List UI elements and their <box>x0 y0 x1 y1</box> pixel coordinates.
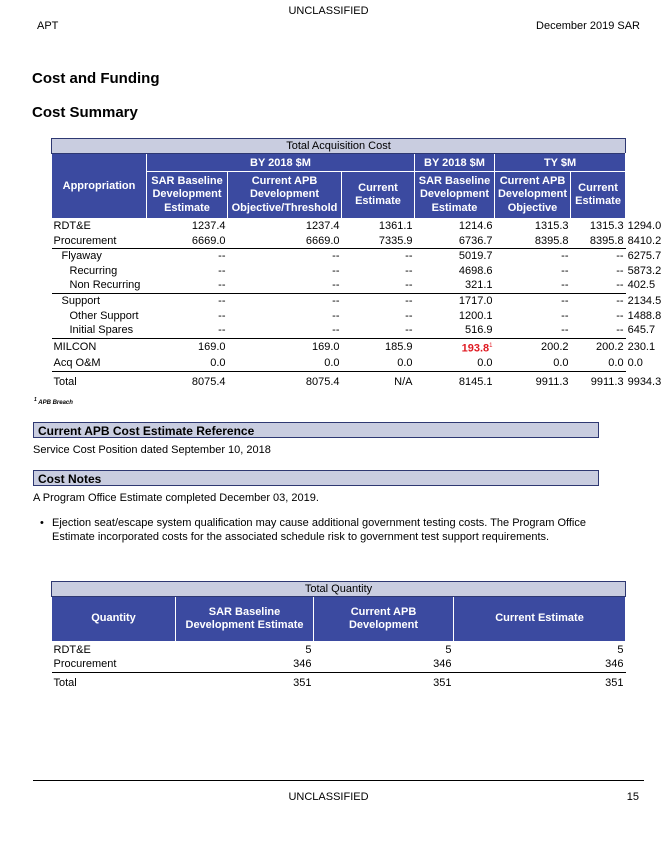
col-apb-development: Current APB Development <box>314 597 454 642</box>
table-row: Acq O&M 0.0 0.0 0.0 0.0 0.0 0.0 0.0 <box>52 356 626 371</box>
cell: -- <box>218 309 226 322</box>
footnote-text: APB Breach <box>38 400 73 406</box>
cell: 1315.3 <box>589 220 624 232</box>
cell: 0.0 <box>415 356 495 371</box>
cell: 1214.6 <box>458 220 493 232</box>
cell: 1237.4 <box>305 220 340 232</box>
cell: -- <box>218 250 226 263</box>
breach-cell <box>415 338 495 356</box>
cell: -- <box>228 323 342 338</box>
cell: 1200.1 <box>458 309 493 322</box>
cell: -- <box>342 323 415 338</box>
bullet-icon: • <box>40 517 44 529</box>
table-row: MILCON 169.0 169.0 185.9 193.8$^1$ 200.2 200.2 230.1 <box>52 338 626 356</box>
table-row: Recurring -- -- -- 4698.6 -- -- 5873.2 <box>52 264 626 279</box>
header-report: December 2019 SAR <box>536 20 640 32</box>
footnote-marker: 1 <box>34 397 37 403</box>
apb-reference-text: Service Cost Position dated September 10, 2018 <box>33 444 271 456</box>
cell: 5 <box>305 643 312 656</box>
cell: 346 <box>176 657 314 672</box>
cell: -- <box>561 264 569 277</box>
row-label: Total <box>53 676 77 689</box>
cost-summary-table <box>51 138 661 389</box>
cost-notes-text: A Program Office Estimate completed December 03, 2019. <box>33 492 319 504</box>
cell: 1717.0 <box>458 294 493 307</box>
col-current-estimate-ty: Current Estimate <box>571 172 626 219</box>
cell: -- <box>147 323 228 338</box>
cell: 0.0 <box>342 356 415 371</box>
cell: 8395.8 <box>571 234 626 249</box>
col-current-estimate: Current Estimate <box>342 172 415 219</box>
table-row: Initial Spares -- -- -- 516.9 -- -- 645.7 <box>52 323 626 338</box>
footer-classification: UNCLASSIFIED <box>288 791 369 803</box>
cell: 8145.1 <box>458 375 493 388</box>
cell: 6669.0 <box>147 234 228 249</box>
cell: -- <box>332 250 340 263</box>
cell: 1361.1 <box>378 220 413 232</box>
breach-value: 193.8 <box>461 342 490 355</box>
cell: 351 <box>605 676 624 689</box>
cell: -- <box>218 294 226 307</box>
cell: 185.9 <box>384 341 413 354</box>
table-row <box>52 657 626 672</box>
col-sar-baseline-ty: SAR Baseline Development Estimate <box>415 172 495 219</box>
row-label: RDT&E <box>53 644 91 656</box>
row-label: Acq O&M <box>52 356 147 371</box>
cell: -- <box>561 250 569 263</box>
cell: 5019.7 <box>458 250 493 263</box>
cell: 0.0 <box>228 356 342 371</box>
cell: 0.0 <box>571 356 626 371</box>
cell: 169.0 <box>311 341 340 354</box>
cell: -- <box>571 323 626 338</box>
row-label: Total <box>53 375 77 388</box>
cell: -- <box>342 278 415 293</box>
cell: -- <box>571 278 626 293</box>
cell: 6736.7 <box>415 234 495 249</box>
col-sar-baseline: SAR Baseline Development Estimate <box>176 597 314 642</box>
appropriation-header: Appropriation <box>52 154 147 219</box>
table-row: RDT&E 1237.4 1237.4 1361.1 1214.6 1315.3 1315.3 1294.0 <box>53 219 661 232</box>
cell: -- <box>616 250 624 263</box>
cell: 5 <box>617 643 624 656</box>
group-header-by2018-b: BY 2018 $M <box>415 154 495 172</box>
cell: 200.2 <box>596 341 624 354</box>
col-apb-objective-ty: Current APB Development Objective <box>495 172 571 219</box>
cell: 4698.6 <box>458 264 493 277</box>
apb-reference-title: Current APB Cost Estimate Reference <box>33 422 599 438</box>
table-row: Procurement 6669.0 6669.0 7335.9 6736.7 8395.8 8395.8 8410.2 <box>52 234 626 249</box>
cell: 346 <box>314 657 454 672</box>
cell: 516.9 <box>415 323 495 338</box>
group-header-by2018-a: BY 2018 $M <box>147 154 415 172</box>
cell: 8075.4 <box>191 375 226 388</box>
header-classification: UNCLASSIFIED <box>288 5 369 17</box>
cost-notes-bullet <box>40 516 612 544</box>
cell: 0.0 <box>495 356 571 371</box>
row-label: Procurement <box>52 234 147 249</box>
row-label: Non Recurring <box>52 278 147 293</box>
breach-marker: 1 <box>489 342 493 349</box>
cell: -- <box>495 323 571 338</box>
col-apb-threshold: Current APB Development Objective/Threshold <box>228 172 342 219</box>
cell: 1315.3 <box>534 220 569 232</box>
section-title: Cost and Funding <box>32 70 160 87</box>
table-row-total: Total 8075.4 8075.4 N/A 8145.1 9911.3 9911.3 9934.3 <box>52 371 626 389</box>
cell: -- <box>228 278 342 293</box>
cell: -- <box>405 250 413 263</box>
row-label: Procurement <box>52 657 176 672</box>
cost-table-caption: Total Acquisition Cost <box>52 139 626 154</box>
footer-divider <box>33 780 644 781</box>
cell: -- <box>405 309 413 322</box>
table-row: Support -- -- -- 1717.0 -- -- 2134.5 <box>52 293 626 308</box>
col-current-estimate: Current Estimate <box>454 597 626 642</box>
cell: -- <box>405 294 413 307</box>
cell: -- <box>332 309 340 322</box>
footnote <box>34 397 73 406</box>
table-row: Non Recurring -- -- -- 321.1 -- -- 402.5 <box>52 278 626 293</box>
cell: -- <box>561 309 569 322</box>
cell: -- <box>332 264 340 277</box>
row-label: Recurring <box>69 264 118 277</box>
cell: 9911.3 <box>535 375 569 388</box>
table-row <box>52 642 626 658</box>
col-sar-baseline: SAR Baseline Development Estimate <box>147 172 228 219</box>
row-label: Other Support <box>69 309 139 322</box>
cell: 8075.4 <box>305 375 340 388</box>
row-label: Initial Spares <box>52 323 147 338</box>
cell: 169.0 <box>197 341 226 354</box>
row-label: Support <box>61 294 101 307</box>
table-row: Flyaway -- -- -- 5019.7 -- -- 6275.7 <box>52 249 626 264</box>
cost-notes-bullet-text: Ejection seat/escape system qualification may cause additional government testing costs. The Program Office Estimate incorporated costs for the associated schedule risk to government test support requirements. <box>52 517 586 543</box>
cell: 200.2 <box>540 341 569 354</box>
cost-notes-title: Cost Notes <box>33 470 599 486</box>
cell: -- <box>616 264 624 277</box>
group-header-ty: TY $M <box>495 154 626 172</box>
cell: -- <box>561 294 569 307</box>
cell: 8395.8 <box>495 234 571 249</box>
cell: -- <box>147 278 228 293</box>
cell: 6669.0 <box>228 234 342 249</box>
col-quantity: Quantity <box>52 597 176 642</box>
cell: 5 <box>445 643 452 656</box>
row-label: RDT&E <box>53 220 91 232</box>
cell: 9911.3 <box>590 375 624 388</box>
table-row-total <box>52 672 626 690</box>
cell: -- <box>616 294 624 307</box>
cell: N/A <box>394 375 413 388</box>
cell: 1237.4 <box>191 220 226 232</box>
quantity-table <box>51 581 626 690</box>
cell: 351 <box>293 676 312 689</box>
cell: 321.1 <box>415 278 495 293</box>
row-label: Flyaway <box>61 250 102 263</box>
header-program: APT <box>37 20 59 32</box>
cell: -- <box>332 294 340 307</box>
cell: -- <box>218 264 226 277</box>
cell: 0.0 <box>147 356 228 371</box>
qty-table-caption: Total Quantity <box>52 582 626 597</box>
cell: 7335.9 <box>342 234 415 249</box>
row-label: MILCON <box>53 341 97 354</box>
cell: 346 <box>454 657 626 672</box>
page-number: 15 <box>626 791 639 803</box>
cell: -- <box>495 278 571 293</box>
subsection-title: Cost Summary <box>32 104 138 121</box>
cell: 351 <box>433 676 452 689</box>
cell: -- <box>616 309 624 322</box>
table-row: Other Support -- -- -- 1200.1 -- -- 1488.8 <box>52 309 626 324</box>
cell: -- <box>405 264 413 277</box>
